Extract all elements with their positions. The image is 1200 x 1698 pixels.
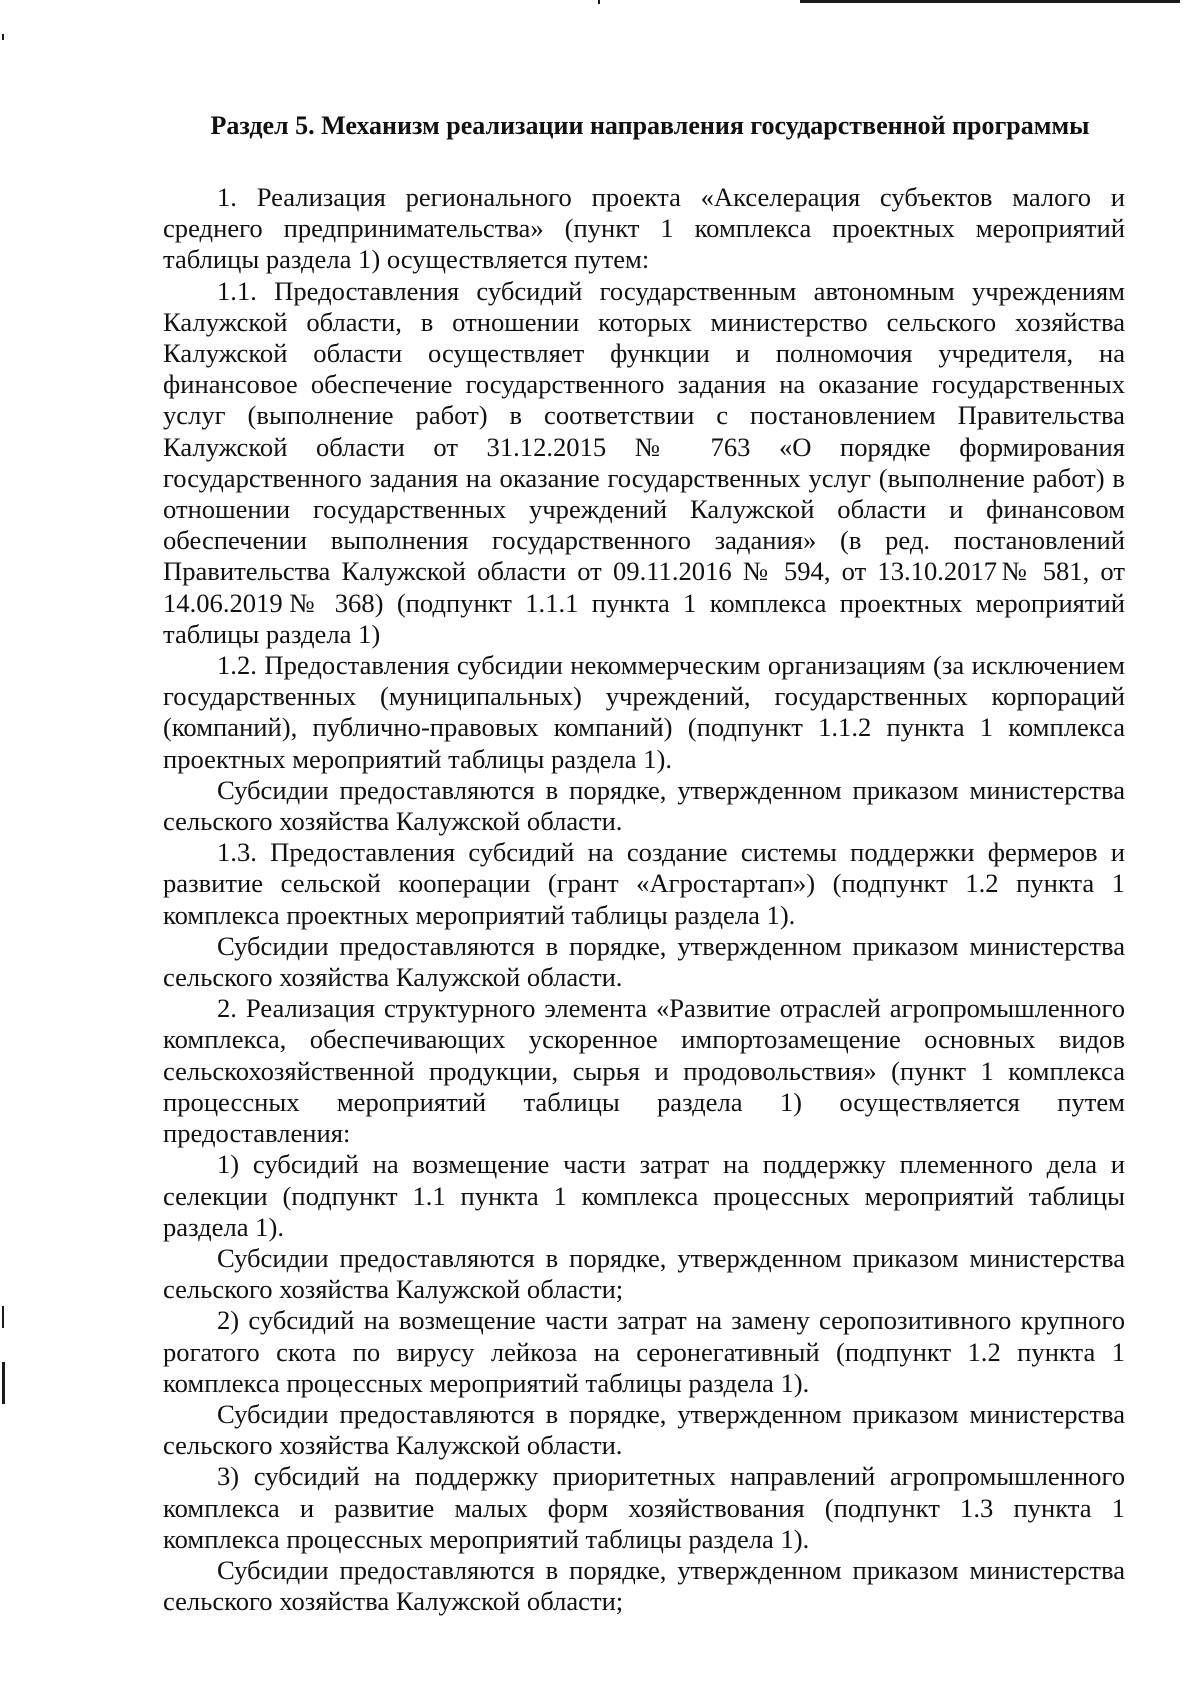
- paragraph: Субсидии предоставляются в порядке, утвержденном приказом министерства сельского хозяйства Калужской области.: [163, 774, 1125, 837]
- paragraph: Субсидии предоставляются в порядке, утвержденном приказом министерства сельского хозяйства Калужской области;: [163, 1242, 1125, 1305]
- paragraph: 1.3. Предоставления субсидий на создание системы поддержки фермеров и развитие сельской кооперации (грант «Агростартап») (подпункт 1.2 пункта 1 комплекса проектных мероприятий таблицы раздела 1).: [163, 837, 1125, 930]
- document-body: [163, 182, 1125, 1617]
- paragraph: 1.2. Предоставления субсидии некоммерческим организациям (за исключением государственных (муниципальных) учреждений, государственных корпораций (компаний), публично-правовых компаний) (подпункт 1.1.2 пункта 1 комплекса проектных мероприятий таблицы раздела 1).: [163, 650, 1125, 774]
- paragraph: 3) субсидий на поддержку приоритетных направлений агропромышленного комплекса и развитие малых форм хозяйствования (подпункт 1.3 пункта 1 комплекса процессных мероприятий таблицы раздела 1).: [163, 1461, 1125, 1554]
- scan-edge-mark: [598, 0, 600, 4]
- scan-edge-mark: [800, 0, 1180, 3]
- document-page: [163, 110, 1125, 1617]
- paragraph: Субсидии предоставляются в порядке, утвержденном приказом министерства сельского хозяйства Калужской области.: [163, 930, 1125, 993]
- paragraph: 2) субсидий на возмещение части затрат на замену серопозитивного крупного рогатого скота по вирусу лейкоза на серонегативный (подпункт 1.2 пункта 1 комплекса процессных мероприятий таблицы раздела 1).: [163, 1305, 1125, 1398]
- scan-edge-mark: [2, 34, 4, 40]
- scan-edge-mark: [2, 1306, 4, 1328]
- paragraph: 2. Реализация структурного элемента «Развитие отраслей агропромышленного комплекса, обеспечивающих ускоренное импортозамещение основных видов сельскохозяйственной продукции, сырья и продовольствия» (пункт 1 комплекса процессных мероприятий таблицы раздела 1) осуществляется путем предоставления:: [163, 993, 1125, 1149]
- paragraph: 1) субсидий на возмещение части затрат на поддержку племенного дела и селекции (подпункт 1.1 пункта 1 комплекса процессных мероприятий таблицы раздела 1).: [163, 1149, 1125, 1242]
- paragraph: Субсидии предоставляются в порядке, утвержденном приказом министерства сельского хозяйства Калужской области.: [163, 1398, 1125, 1461]
- paragraph: 1.1. Предоставления субсидий государственным автономным учреждениям Калужской области, в отношении которых министерство сельского хозяйства Калужской области осуществляет функции и полномочия учредителя, на финансовое обеспечение государственного задания на оказание государственных услуг (выполнение работ) в соответствии с постановлением Правительства Калужской области от 31.12.2015 № 763 «О порядке формирования государственного задания на оказание государственных услуг (выполнение работ) в отношении государственных учреждений Калужской области и финансовом обеспечении выполнения государственного задания» (в ред. постановлений Правительства Калужской области от 09.11.2016 № 594, от 13.10.2017№ 581, от 14.06.2019№ 368) (подпункт 1.1.1 пункта 1 комплекса проектных мероприятий таблицы раздела 1): [163, 275, 1125, 649]
- section-heading: Раздел 5. Механизм реализации направления государственной программы: [210, 111, 1090, 140]
- paragraph: 1. Реализация регионального проекта «Акселерация субъектов малого и среднего предпринимательства» (пункт 1 комплекса проектных мероприятий таблицы раздела 1) осуществляется путем:: [163, 182, 1125, 275]
- scan-edge-mark: [2, 1362, 5, 1404]
- paragraph: Субсидии предоставляются в порядке, утвержденном приказом министерства сельского хозяйства Калужской области;: [163, 1554, 1125, 1617]
